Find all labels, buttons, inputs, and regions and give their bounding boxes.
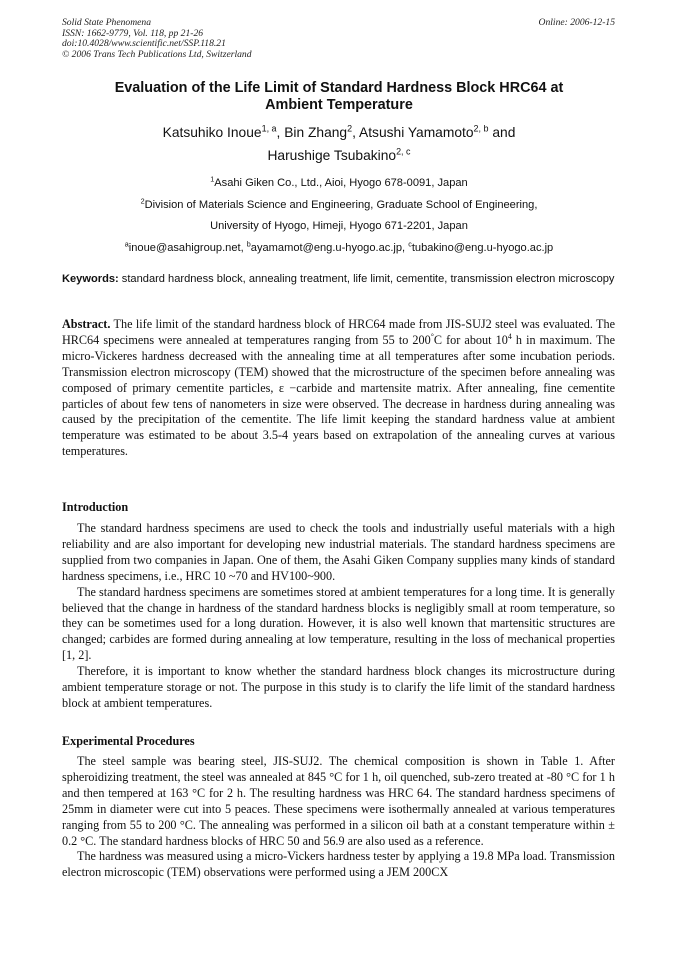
paper-title: [62, 80, 616, 114]
journal-info: [62, 18, 252, 60]
copyright-line: © 2006 Trans Tech Publications Ltd, Switzerland: [62, 48, 252, 60]
abstract-text: C for about 10: [433, 332, 508, 347]
email-line: [62, 238, 616, 260]
affiliation-2-cont: University of Hyogo, Himeji, Hyogo 671-2201, Japan: [210, 220, 468, 232]
author-and: and: [488, 125, 516, 140]
authors-line-2: [62, 144, 616, 167]
affil-text: Division of Materials Science and Engineering, Graduate School of Engineering,: [144, 198, 538, 211]
abstract-text: The life limit of the standard hardness block of HRC64 made from JIS-SUJ2 steel was evaluated. The HRC64 specimens were annealed at temperatures ranging from 55 to 200: [62, 317, 615, 347]
email-link[interactable]: inoue@asahigroup.net,: [128, 241, 247, 254]
paragraph: The hardness was measured using a micro-Vickers hardness tester by applying a 19.8 MPa load. Transmission electron microscopic (TEM) observations were performed using a JEM 200CX: [62, 849, 615, 880]
online-date: Online: 2006-12-15: [538, 17, 615, 28]
abstract: [62, 317, 615, 460]
keywords: [62, 272, 615, 287]
affiliation-2: [62, 195, 616, 217]
author-sup: 2: [347, 123, 353, 134]
affil-text: Asahi Giken Co., Ltd., Aioi, Hyogo 678-0091, Japan: [214, 177, 468, 189]
abstract-label: Abstract.: [62, 317, 111, 331]
author-name: Harushige Tsubakino: [267, 148, 397, 163]
paragraph: Therefore, it is important to know whether the standard hardness block changes its microstructure during ambient temperature storage or not. The purpose in this study is to clarify the life limit of the standard hardness block at ambient temperatures.: [62, 664, 615, 710]
keywords-text: standard hardness block, annealing treatment, life limit, cementite, transmission electron microscopy: [118, 273, 615, 285]
issn-line: ISSN: 1662-9779, Vol. 118, pp 21-26: [62, 27, 204, 39]
keywords-label: Keywords:: [62, 273, 119, 285]
email-sup: b: [246, 238, 251, 248]
author-name: , Bin Zhang: [276, 125, 348, 140]
abstract-text: h in maximum. The micro-Vickeres hardness decreased with the annealing time at all temperatures after some incubation periods. Transmission electron microscopy (TEM) showed that the microstructure of the specimen before annealing was composed of primary cementite particles, ε −carbide and martensite matrix. After annealing, fine cementite particles of about few tens of nanometers in size were observed. The decrease in hardness during annealing was caused by the precipitation of the cementite. The life limit keeping the standard hardness value at ambient temperature was estimated to be about 3.5-4 years based on extrapolation of the annealing curves at various temperatures.: [62, 332, 615, 459]
paragraph: The standard hardness specimens are sometimes stored at ambient temperatures for a long time. It is generally believed that the change in hardness of the standard hardness blocks is negligibly small at room temperature, so they can be sometimes used for a long duration. However, it is also well known that martensitic structures are changed; carbides are formed during annealing at low temperature, resulting in the loss of mechanical properties [1, 2].: [62, 584, 615, 663]
experimental-body: [62, 754, 615, 881]
doi-line[interactable]: doi:10.4028/www.scientific.net/SSP.118.21: [62, 38, 226, 50]
affiliations: [62, 173, 616, 259]
email-link[interactable]: tubakino@eng.u-hyogo.ac.jp: [411, 241, 554, 254]
affil-sup: 2: [140, 195, 145, 205]
author-name: Katsuhiko Inoue: [162, 125, 262, 140]
author-list: [62, 121, 616, 167]
introduction-body: [62, 521, 615, 712]
author-name: , Atsushi Yamamoto: [352, 125, 474, 140]
affil-sup: 1: [210, 174, 215, 184]
author-sup: 2, c: [396, 146, 411, 157]
title-line-2: Ambient Temperature: [265, 97, 413, 113]
journal-name: Solid State Phenomena: [62, 17, 151, 28]
paragraph: The steel sample was bearing steel, JIS-SUJ2. The chemical composition is shown in Table 1. After spheroidizing treatment, the steel was annealed at 845 °C for 1 h, oil quenched, sub-zero treated at -80 °C for 1 h and then tempered at 163 °C for 2 h. The resulting hardness was HRC 64. The standard hardness specimens of 25mm in diameter were cut into 5 peaces. These specimens were isothermally annealed at various temperatures ranging from 55 to 200 °C. The annealing was performed in a silicon oil bath at a constant temperature within ± 0.2 °C. The standard hardness blocks of HRC 50 and 56.9 are also used as a reference.: [62, 754, 615, 848]
email-sup: a: [124, 238, 129, 248]
author-sup: 1, a: [261, 123, 277, 134]
affiliation-1: [62, 173, 616, 195]
section-heading-introduction: Introduction: [62, 500, 129, 514]
title-line-1: Evaluation of the Life Limit of Standard Hardness Block HRC64 at: [114, 80, 564, 96]
degree-sign: °: [430, 331, 434, 341]
paragraph: The standard hardness specimens are used to check the tools and industrially useful materials with a high reliability and are also important for developing new industrial materials. The standard hardness specimens are supplied from two companies in Japan. One of them, the Asahi Giken Company supplies many kinds of standard hardness specimens, i.e., HRC 10 ~70 and HV100~900.: [62, 521, 615, 583]
author-sup: 2, b: [473, 123, 489, 134]
exponent: 4: [507, 331, 512, 341]
email-link[interactable]: ayamamot@eng.u-hyogo.ac.jp,: [250, 241, 409, 254]
section-heading-experimental: Experimental Procedures: [62, 734, 195, 748]
authors-line-1: [62, 121, 616, 144]
email-sup: c: [408, 238, 412, 248]
